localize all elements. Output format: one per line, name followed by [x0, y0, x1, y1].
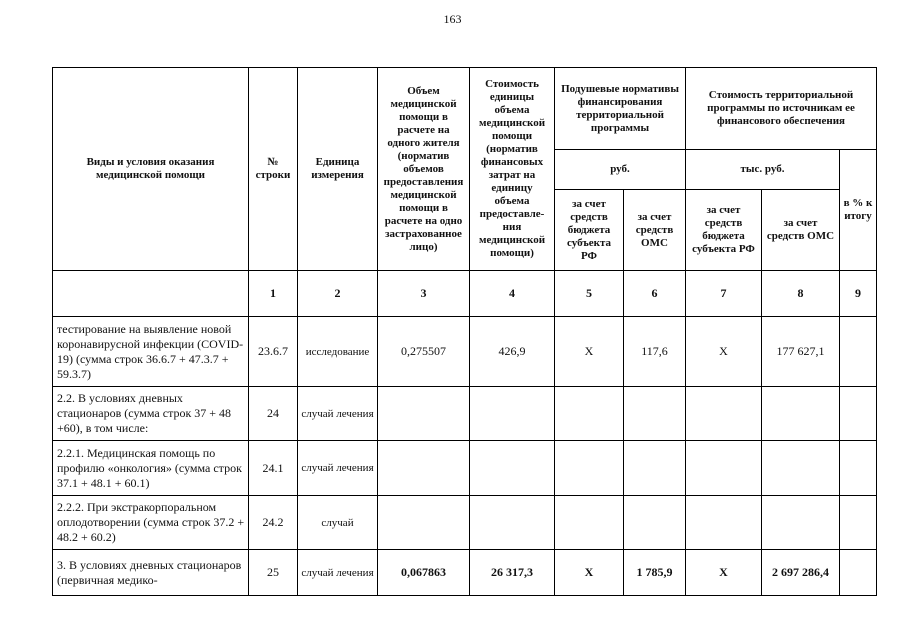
header-tc-oms: за счет средств ОМС: [762, 190, 840, 271]
row-cost: 426,9: [470, 317, 555, 387]
row-tc-budget: Х: [686, 317, 762, 387]
row-cost: [470, 496, 555, 550]
table-row: [53, 441, 877, 496]
header-pc-oms: за счет средств ОМС: [624, 190, 686, 271]
row-tc-budget: [686, 441, 762, 496]
row-pc-budget: [555, 441, 624, 496]
financing-table: [52, 67, 877, 596]
row-name: 2.2. В условиях дневных стационаров (сумма строк 37 + 48 +60), в том числе:: [53, 387, 249, 441]
col-number: 4: [470, 271, 555, 317]
row-code: 23.6.7: [249, 317, 298, 387]
row-name: 2.2.1. Медицинская помощь по профилю «онкология» (сумма строк 37.1 + 48.1 + 60.1): [53, 441, 249, 496]
header-tc-budget: за счет средств бюджета субъекта РФ: [686, 190, 762, 271]
table-row: [53, 496, 877, 550]
col-number: 7: [686, 271, 762, 317]
row-pct: [840, 496, 877, 550]
header-volume: Объем медицинской помощи в расчете на одного жителя (норматив объемов предоставления медицинской помощи в расчете на одно застрахованное лицо): [378, 68, 470, 271]
header-thous-rub: тыс. руб.: [686, 150, 840, 190]
col-number: 6: [624, 271, 686, 317]
row-unit: исследование: [298, 317, 378, 387]
row-unit: случай лечения: [298, 387, 378, 441]
row-pct: [840, 387, 877, 441]
row-unit: случай лечения: [298, 441, 378, 496]
row-pc-budget: [555, 496, 624, 550]
row-code: 24: [249, 387, 298, 441]
row-pc-oms: [624, 496, 686, 550]
row-cost: [470, 441, 555, 496]
row-cost: [470, 387, 555, 441]
header-row-no: № строки: [249, 68, 298, 271]
header-unit: Единица измерения: [298, 68, 378, 271]
row-tc-oms: [762, 496, 840, 550]
row-unit: случай лечения: [298, 550, 378, 596]
row-volume: [378, 496, 470, 550]
row-volume: 0,067863: [378, 550, 470, 596]
row-code: 24.2: [249, 496, 298, 550]
row-name: тестирование на выявление новой коронавирусной инфекции (COVID-19) (сумма строк 36.6.7 + 47.3.7 + 59.3.7): [53, 317, 249, 387]
row-volume: [378, 387, 470, 441]
row-code: 25: [249, 550, 298, 596]
row-pc-budget: [555, 387, 624, 441]
row-pct: [840, 550, 877, 596]
row-unit: случай: [298, 496, 378, 550]
col-number-blank: [53, 271, 249, 317]
row-tc-budget: [686, 496, 762, 550]
row-tc-oms: [762, 387, 840, 441]
header-rub: руб.: [555, 150, 686, 190]
row-tc-oms: 2 697 286,4: [762, 550, 840, 596]
header-cost: Стоимость единицы объема медицинской помощи (норматив финансовых затрат на единицу объема предоставле-ния медицинской помощи): [470, 68, 555, 271]
row-pc-oms: 117,6: [624, 317, 686, 387]
table-row: [53, 387, 877, 441]
col-number: 3: [378, 271, 470, 317]
row-pc-oms: 1 785,9: [624, 550, 686, 596]
col-number: 8: [762, 271, 840, 317]
row-pct: [840, 441, 877, 496]
header-pct-total: в % к итогу: [840, 150, 877, 271]
col-number: 5: [555, 271, 624, 317]
col-number: 1: [249, 271, 298, 317]
row-name: 2.2.2. При экстракорпоральном оплодотворении (сумма строк 37.2 + 48.2 + 60.2): [53, 496, 249, 550]
col-number: 9: [840, 271, 877, 317]
header-pc-budget: за счет средств бюджета субъекта РФ: [555, 190, 624, 271]
row-tc-budget: Х: [686, 550, 762, 596]
table-row: [53, 550, 877, 596]
header-kind: Виды и условия оказания медицинской помощи: [53, 68, 249, 271]
header-program-cost: Стоимость территориальной программы по источникам ее финансового обеспечения: [686, 68, 877, 150]
row-volume: 0,275507: [378, 317, 470, 387]
row-pc-budget: Х: [555, 317, 624, 387]
row-tc-budget: [686, 387, 762, 441]
header-per-capita: Подушевые нормативы финансирования территориальной программы: [555, 68, 686, 150]
row-name: 3. В условиях дневных стационаров (первичная медико-: [53, 550, 249, 596]
row-pc-budget: Х: [555, 550, 624, 596]
table-row: [53, 317, 877, 387]
col-number: 2: [298, 271, 378, 317]
row-pct: [840, 317, 877, 387]
row-pc-oms: [624, 441, 686, 496]
row-volume: [378, 441, 470, 496]
row-code: 24.1: [249, 441, 298, 496]
row-tc-oms: [762, 441, 840, 496]
page-number: 163: [443, 12, 462, 26]
row-cost: 26 317,3: [470, 550, 555, 596]
row-pc-oms: [624, 387, 686, 441]
row-tc-oms: 177 627,1: [762, 317, 840, 387]
